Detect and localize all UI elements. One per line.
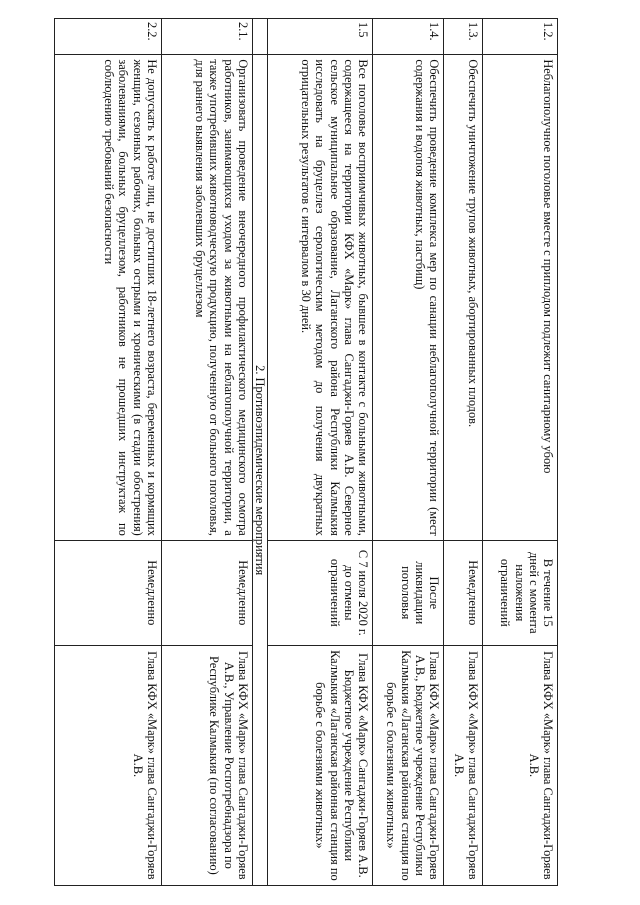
measure-term: Немедленно [54,540,161,645]
section-header-row [252,19,267,886]
row-number: 2.2. [54,19,161,55]
measure-term: Немедленно [444,540,483,645]
row-number: 2.1. [161,19,252,55]
measure-responsible: Глава КФХ «Марк» глава Сангаджи-Горяев А.В. [483,645,558,885]
row-number: 1.5 [268,19,373,55]
measure-responsible: Глава КФХ «Марк» глава Сангаджи-Горяев А.В., Бюджетное учреждение Республики Калмыкия «Лаганская районная станция по борьбе с болезнями животных» [373,645,444,885]
measure-description: Обеспечить проведение комплекса мер по санации неблагополучной территории (мест содержания и водопоя животных, пастбищ) [373,55,444,540]
measure-description: Неблагополучное поголовье вместе с приплодом подлежит санитарному убою [483,55,558,540]
section-title: 2. Противоэпидемические мероприятия [252,55,267,886]
measure-responsible: Глава КФХ «Марк» глава Сангаджи-Горяев А.В. [444,645,483,885]
section-number-cell [252,19,267,55]
rotated-table-container [38,18,558,886]
measure-responsible: Глава КФХ «Марк» Сангаджи-Горяев А.В. Бюджетное учреждение Республики Калмыкия «Лаганская районная станция по борьбе с болезнями животных» [268,645,373,885]
measure-description: Обеспечить уничтожение трупов животных, абортированных плодов. [444,55,483,540]
table-row [483,19,558,886]
row-number: 1.2. [483,19,558,55]
measure-responsible: Глава КФХ «Марк» глава Сангаджи-Горяев А.В. [54,645,161,885]
measure-description: Организовать проведение внеочередного профилактического медицинского осмотра работников, занимающихся уходом за животными на неблагополучной территории, а также употребивших животноводческую продукцию, полученную от больного поголовья, для раннего выявления заболевших бруцеллезом [161,55,252,540]
table-row [444,19,483,886]
measures-table [54,18,558,886]
row-number: 1.4. [373,19,444,55]
measure-term: С 7 июля 2020 г. до отмены ограничений [268,540,373,645]
table-row [161,19,252,886]
measure-description: Все поголовье восприимчивых животных, бывшее в контакте с больными животными, содержащееся на территории КФХ «Марк» глава Сангаджи-Горяев А.В. Северное сельское муниципальное образование, Лаганского района Республики Калмыкия исследовать на бруцеллез серологическим методом до получения двукратных отрицательных результатов с интервалом в 30 дней. [268,55,373,540]
measure-term: Немедленно [161,540,252,645]
measure-term: В течение 15 дней с момента наложения ограничений [483,540,558,645]
table-row [54,19,161,886]
measure-responsible: Глава КФХ «Марк» глава Сангаджи-Горяев А.В., Управление Роспотребнадзора по Республике Калмыкия (по согласованию) [161,645,252,885]
measure-term: После ликвидации поголовья [373,540,444,645]
row-number: 1.3. [444,19,483,55]
table-row [373,19,444,886]
table-row [268,19,373,886]
measure-description: Не допускать к работе лиц, не достигших 18-летнего возраста, беременных и кормящих женщин, сезонных рабочих, больных острыми и хроническими (в стадии обострения) заболеваниями, больных бруцеллезом, работников не прошедших инструктаж по соблюдению требований безопасности [54,55,161,540]
